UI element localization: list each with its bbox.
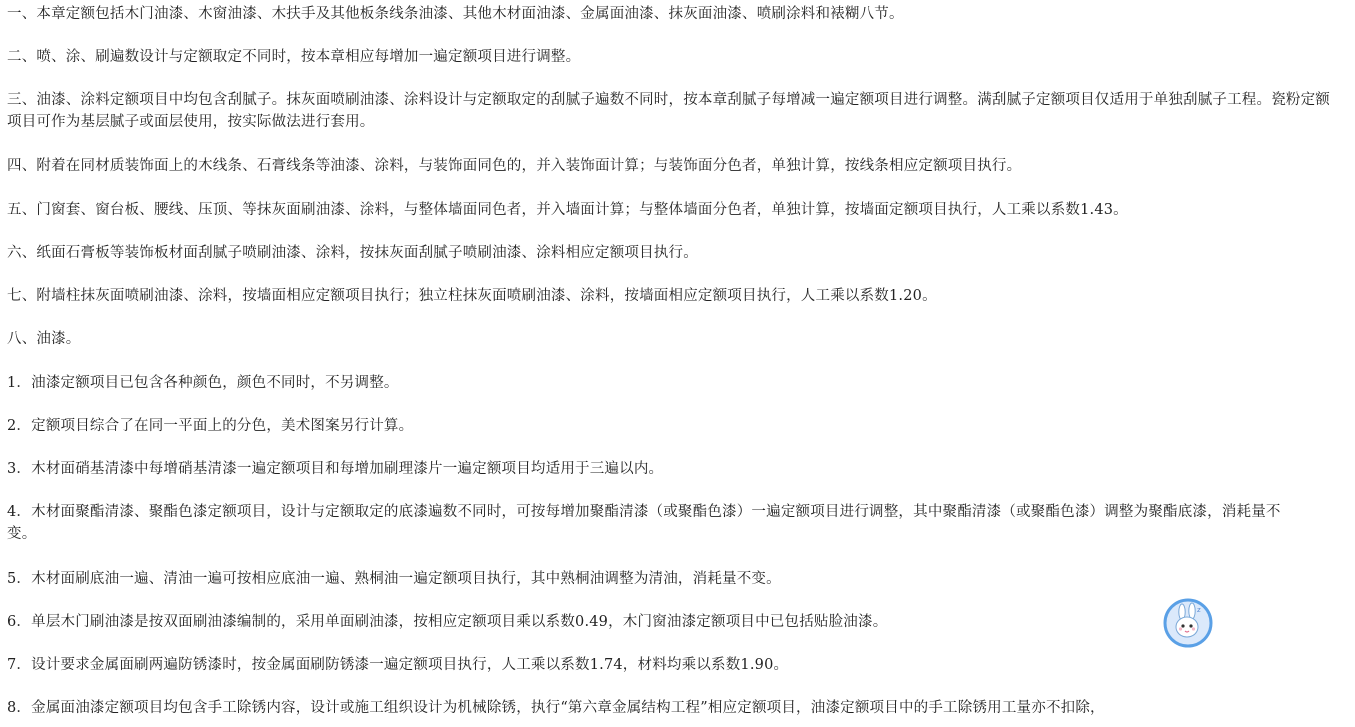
list-item-2: 2．定额项目综合了在同一平面上的分色，美术图案另行计算。 bbox=[7, 418, 414, 434]
paragraph-8: 八、油漆。 bbox=[7, 331, 81, 347]
paragraph-1: 一、本章定额包括木门油漆、木窗油漆、木扶手及其他板条线条油漆、其他木材面油漆、金属面油漆、抹灰面油漆、喷刷涂料和裱糊八节。 bbox=[7, 6, 904, 22]
list-item-8: 8．金属面油漆定额项目均包含手工除锈内容，设计或施工组织设计为机械除锈，执行“第六章金属结构工程”相应定额项目，油漆定额项目中的手工除锈用工量亦不扣除， bbox=[7, 700, 1105, 716]
svg-text:z: z bbox=[1197, 606, 1201, 614]
list-item-3: 3．木材面硝基清漆中每增硝基清漆一遍定额项目和每增加刷理漆片一遍定额项目均适用于三遍以内。 bbox=[7, 461, 664, 477]
list-item-5: 5．木材面刷底油一遍、清油一遍可按相应底油一遍、熟桐油一遍定额项目执行，其中熟桐油调整为清油，消耗量不变。 bbox=[7, 571, 781, 587]
list-item-6: 6．单层木门刷油漆是按双面刷油漆编制的，采用单面刷油漆，按相应定额项目乘以系数0.49，木门窗油漆定额项目中已包括贴脸油漆。 bbox=[7, 614, 888, 630]
paragraph-5: 五、门窗套、窗台板、腰线、压顶、等抹灰面刷油漆、涂料，与整体墙面同色者，并入墙面计算；与整体墙面分色者，单独计算，按墙面定额项目执行，人工乘以系数1.43。 bbox=[7, 202, 1128, 218]
paragraph-3: 三、油漆、涂料定额项目中均包含刮腻子。抹灰面喷刷油漆、涂料设计与定额取定的刮腻子遍数不同时，按本章刮腻子每增减一遍定额项目进行调整。满刮腻子定额项目仅适用于单独刮腻子工程。瓷粉定额项目可作为基层腻子或面层使用，按实际做法进行套用。 bbox=[7, 92, 1330, 130]
paragraph-2: 二、喷、涂、刷遍数设计与定额取定不同时，按本章相应每增加一遍定额项目进行调整。 bbox=[7, 49, 581, 65]
paragraph-6: 六、纸面石膏板等装饰板材面刮腻子喷刷油漆、涂料，按抹灰面刮腻子喷刷油漆、涂料相应定额项目执行。 bbox=[7, 245, 698, 261]
list-item-1: 1．油漆定额项目已包含各种颜色，颜色不同时，不另调整。 bbox=[7, 375, 399, 391]
bunny-mascot-icon[interactable] bbox=[1163, 598, 1213, 648]
paragraph-4: 四、附着在同材质装饰面上的木线条、石膏线条等油漆、涂料，与装饰面同色的，并入装饰面计算；与装饰面分色者，单独计算，按线条相应定额项目执行。 bbox=[7, 158, 1022, 174]
paragraph-7: 七、附墙柱抹灰面喷刷油漆、涂料，按墙面相应定额项目执行；独立柱抹灰面喷刷油漆、涂料，按墙面相应定额项目执行，人工乘以系数1.20。 bbox=[7, 288, 937, 304]
list-item-7: 7．设计要求金属面刷两遍防锈漆时，按金属面刷防锈漆一遍定额项目执行，人工乘以系数1.74，材料均乘以系数1.90。 bbox=[7, 657, 789, 673]
list-item-4: 4．木材面聚酯清漆、聚酯色漆定额项目，设计与定额取定的底漆遍数不同时，可按每增加聚酯清漆（或聚酯色漆）一遍定额项目进行调整，其中聚酯清漆（或聚酯色漆）调整为聚酯底漆，消耗量不变。 bbox=[7, 504, 1281, 542]
